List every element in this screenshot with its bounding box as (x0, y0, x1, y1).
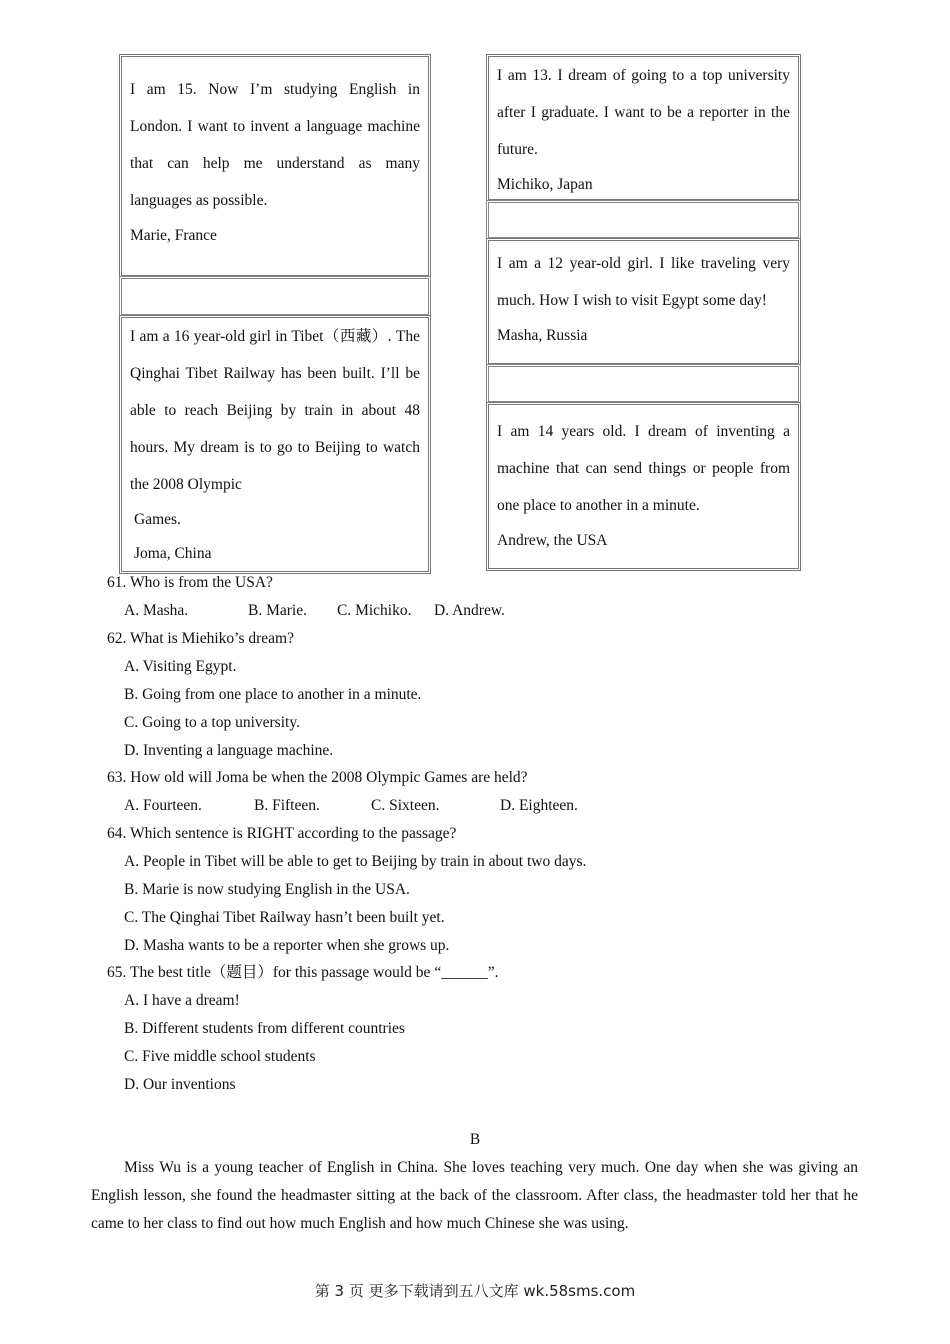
question-65-stem: 65. The best title（题目）for this passage would be “______”. (107, 964, 499, 981)
option: C. Michiko. (337, 602, 412, 619)
option: C. Five middle school students (124, 1048, 316, 1065)
section-b-heading: B (469, 1131, 481, 1148)
question-62-stem: 62. What is Miehiko’s dream? (107, 630, 294, 647)
question-63-stem: 63. How old will Joma be when the 2008 Olympic Games are held? (107, 769, 528, 786)
card-andrew-text: I am 14 years old. I dream of inventing a machine that can send things or people from one place to another in a minute. (497, 423, 790, 514)
option: D. Our inventions (124, 1076, 236, 1093)
card-masha-signature: Masha, Russia (497, 327, 588, 344)
option: B. Different students from different countries (124, 1020, 405, 1037)
option: D. Inventing a language machine. (124, 742, 334, 759)
page-footer: 第 3 页 更多下载请到五八文库 wk.58sms.com (314, 1282, 636, 1300)
section-b-paragraph: Miss Wu is a young teacher of English in China. She loves teaching very much. One day when she was giving an English lesson, she found the headmaster sitting at the back of the classroom. After class, the headmaster told her that he came to her class to find out how much English and how much Chinese she was using. (91, 1159, 858, 1232)
card-joma-signature: Joma, China (134, 545, 212, 562)
question-61-options (124, 597, 505, 625)
option: D. Masha wants to be a reporter when she grows up. (124, 937, 450, 954)
question-64-stem: 64. Which sentence is RIGHT according to the passage? (107, 825, 457, 842)
option: B. Going from one place to another in a minute. (124, 686, 422, 703)
option: A. Fourteen. (124, 797, 202, 814)
card-joma-text-cont: Games. (134, 511, 181, 528)
card-masha (486, 238, 801, 366)
option: C. The Qinghai Tibet Railway hasn’t been built yet. (124, 909, 445, 926)
option: C. Going to a top university. (124, 714, 300, 731)
question-63-options (124, 792, 578, 820)
card-joma-text: I am a 16 year-old girl in Tibet（西藏）. The Qinghai Tibet Railway has been built. I’ll be able to reach Beijing by train in about 48 hours. My dream is to go to Beijing to watch the 2008 Olympic (130, 328, 420, 493)
option: A. Masha. (124, 602, 189, 619)
option: B. Fifteen. (254, 797, 320, 814)
option: A. I have a dream! (124, 992, 240, 1009)
card-michiko (486, 54, 801, 202)
card-andrew (486, 402, 801, 571)
card-michiko-signature: Michiko, Japan (497, 176, 593, 193)
card-masha-text: I am a 12 year-old girl. I like traveling very much. How I wish to visit Egypt some day! (497, 255, 790, 309)
option: B. Marie is now studying English in the USA. (124, 881, 410, 898)
option: D. Eighteen. (500, 797, 578, 814)
card-marie-text: I am 15. Now I’m studying English in London. I want to invent a language machine that can help me understand as many languages as possible. (130, 81, 420, 209)
option: A. People in Tibet will be able to get to Beijing by train in about two days. (124, 853, 587, 870)
card-marie-signature: Marie, France (130, 227, 217, 244)
card-spacer (119, 276, 431, 317)
card-andrew-signature: Andrew, the USA (497, 532, 608, 549)
option: D. Andrew. (434, 602, 505, 619)
card-marie (119, 54, 431, 278)
option: B. Marie. (248, 602, 307, 619)
card-michiko-text: I am 13. I dream of going to a top university after I graduate. I want to be a reporter in the future. (497, 67, 790, 158)
card-spacer (486, 364, 801, 404)
option: C. Sixteen. (371, 797, 440, 814)
option: A. Visiting Egypt. (124, 658, 237, 675)
question-61-stem: 61. Who is from the USA? (107, 574, 273, 591)
card-spacer (486, 200, 801, 240)
card-joma (119, 315, 431, 574)
